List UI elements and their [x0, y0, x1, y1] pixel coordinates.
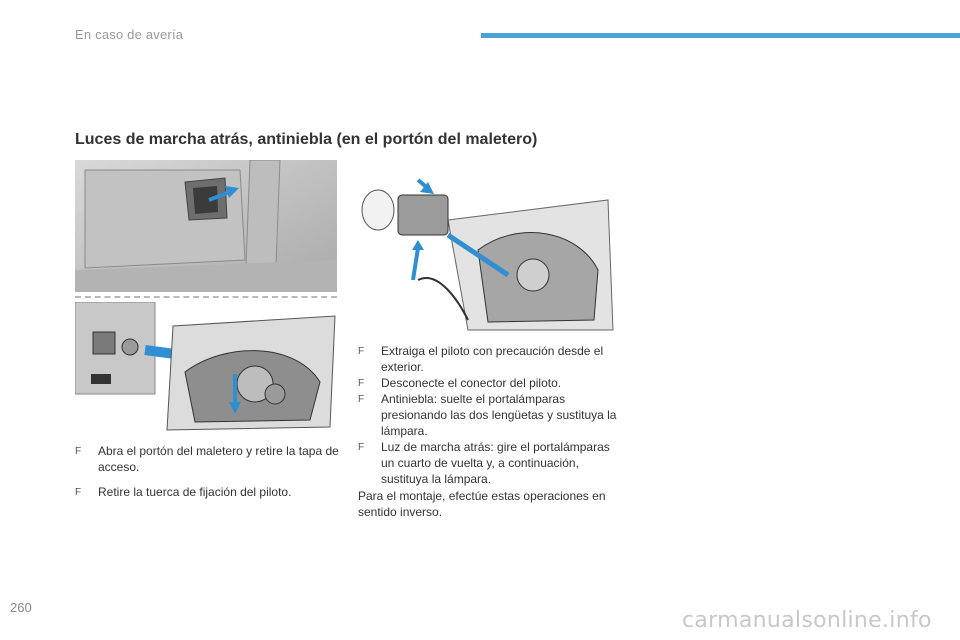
header-accent-bar — [481, 33, 960, 38]
step-marker-icon: F — [358, 394, 365, 405]
closing-note: Para el montaje, efectúe estas operaciones en sentido inverso. — [358, 489, 606, 519]
step-text: Abra el portón del maletero y retire la tapa de acceso. — [98, 444, 339, 474]
lamp-unit-illustration — [358, 160, 620, 332]
list-item — [358, 343, 626, 375]
section-title: Luces de marcha atrás, antiniebla (en el portón del maletero) — [75, 131, 538, 148]
steps-left-list — [75, 443, 340, 509]
section-header-label: En caso de avería — [75, 27, 184, 42]
step-text: Antiniebla: suelte el portalámparas presionando las dos lengüetas y sustituya la lámpara. — [381, 392, 617, 438]
step-marker-icon: F — [358, 378, 365, 389]
list-item — [358, 375, 626, 391]
tailgate-access-illustration — [75, 160, 337, 292]
list-item — [75, 484, 340, 500]
list-item — [358, 391, 626, 439]
watermark-text: carmanualsonline.info — [682, 608, 932, 633]
step-text: Extraiga el piloto con precaución desde el exterior. — [381, 344, 604, 374]
list-item — [75, 443, 340, 475]
list-item — [358, 439, 626, 487]
step-text: Retire la tuerca de fijación del piloto. — [98, 485, 292, 499]
steps-right-list — [358, 343, 626, 487]
step-marker-icon: F — [75, 446, 82, 457]
figure-separator — [75, 296, 337, 298]
fixing-nut-illustration — [75, 302, 337, 432]
step-text: Desconecte el conector del piloto. — [381, 376, 562, 390]
step-marker-icon: F — [358, 442, 365, 453]
step-marker-icon: F — [358, 346, 365, 357]
step-marker-icon: F — [75, 487, 82, 498]
page-number: 260 — [10, 600, 32, 615]
step-text: Luz de marcha atrás: gire el portalámparas un cuarto de vuelta y, a continuación, sustituya la lámpara. — [381, 440, 610, 486]
